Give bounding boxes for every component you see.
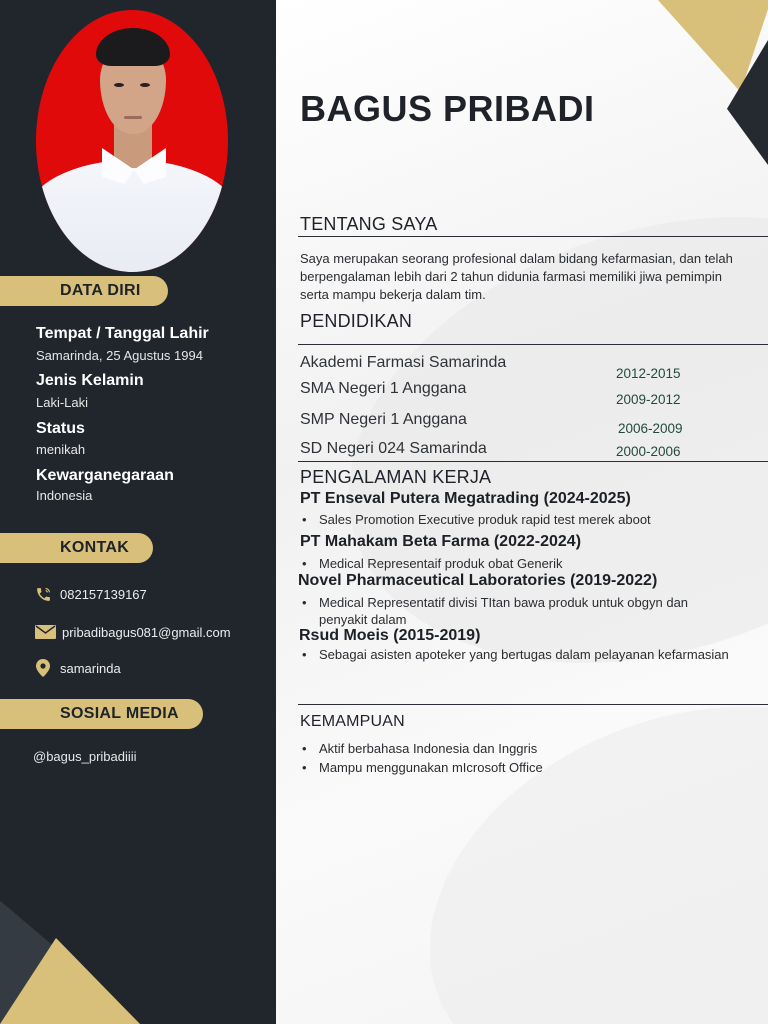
education-years: 2000-2006 — [616, 444, 681, 459]
education-years: 2006-2009 — [618, 421, 683, 436]
education-school: Akademi Farmasi Samarinda — [300, 354, 507, 371]
experience-heading: PENGALAMAN KERJA — [300, 467, 492, 487]
kontak-heading: KONTAK — [0, 533, 153, 563]
job-description: • Sebagai asisten apoteker yang bertugas dalam pelayanan kefarmasian — [300, 646, 730, 663]
field-label: Kewarganegaraan — [36, 467, 174, 484]
contact-location-text: samarinda — [60, 660, 121, 676]
field-label: Jenis Kelamin — [36, 372, 144, 389]
education-years: 2012-2015 — [616, 366, 681, 381]
field-value: Indonesia — [36, 488, 93, 503]
divider — [298, 236, 768, 237]
contact-phone-text: 082157139167 — [60, 586, 147, 602]
skill-item: • Mampu menggunakan mIcrosoft Office — [300, 759, 720, 776]
field-label: Status — [36, 420, 85, 437]
job-description: • Sales Promotion Executive produk rapid test merek aboot — [300, 511, 720, 528]
field-label: Tempat / Tanggal Lahir — [36, 325, 209, 342]
sosial-media-heading: SOSIAL MEDIA — [0, 699, 203, 729]
location-pin-icon — [34, 659, 52, 677]
skills-heading: KEMAMPUAN — [300, 713, 405, 730]
about-heading: TENTANG SAYA — [300, 214, 438, 234]
profile-photo — [36, 10, 228, 272]
job-title: PT Enseval Putera Megatrading (2024-2025) — [300, 490, 631, 507]
contact-email-text: pribadibagus081@gmail.com — [62, 624, 231, 640]
education-school: SMP Negeri 1 Anggana — [300, 411, 467, 428]
job-description: • Medical Representaif produk obat Generik — [300, 555, 720, 572]
social-handle: @bagus_pribadiiii — [33, 749, 137, 764]
education-years: 2009-2012 — [616, 392, 681, 407]
divider — [298, 461, 768, 462]
contact-location — [34, 658, 121, 678]
data-diri-heading: DATA DIRI — [0, 276, 168, 306]
education-school: SMA Negeri 1 Anggana — [300, 380, 467, 397]
mail-icon — [34, 623, 56, 641]
contact-phone — [34, 584, 147, 604]
field-value: Laki-Laki — [36, 395, 89, 410]
education-heading: PENDIDIKAN — [300, 311, 413, 331]
contact-email — [34, 622, 231, 642]
field-value: Samarinda, 25 Agustus 1994 — [36, 348, 203, 363]
phone-icon — [34, 585, 52, 603]
page-title: BAGUS PRIBADI — [300, 88, 595, 129]
divider — [298, 344, 768, 345]
education-school: SD Negeri 024 Samarinda — [300, 440, 487, 457]
skill-item: • Aktif berbahasa Indonesia dan Inggris — [300, 740, 720, 757]
about-text: Saya merupakan seorang profesional dalam bidang kefarmasian, dan telah berpengalaman lebih dari 2 tahun didunia farmasi memiliki jiwa pemimpin serta mampu bekerja dalam tim. — [300, 251, 733, 302]
sidebar — [0, 0, 276, 1024]
job-title: Novel Pharmaceutical Laboratories (2019-2022) — [298, 572, 658, 589]
job-title: Rsud Moeis (2015-2019) — [299, 627, 481, 644]
job-title: PT Mahakam Beta Farma (2022-2024) — [300, 533, 582, 550]
job-description: • Medical Representatif divisi TItan bawa produk untuk obgyn dan penyakit dalam — [300, 594, 730, 628]
divider — [298, 704, 768, 705]
field-value: menikah — [36, 442, 86, 457]
